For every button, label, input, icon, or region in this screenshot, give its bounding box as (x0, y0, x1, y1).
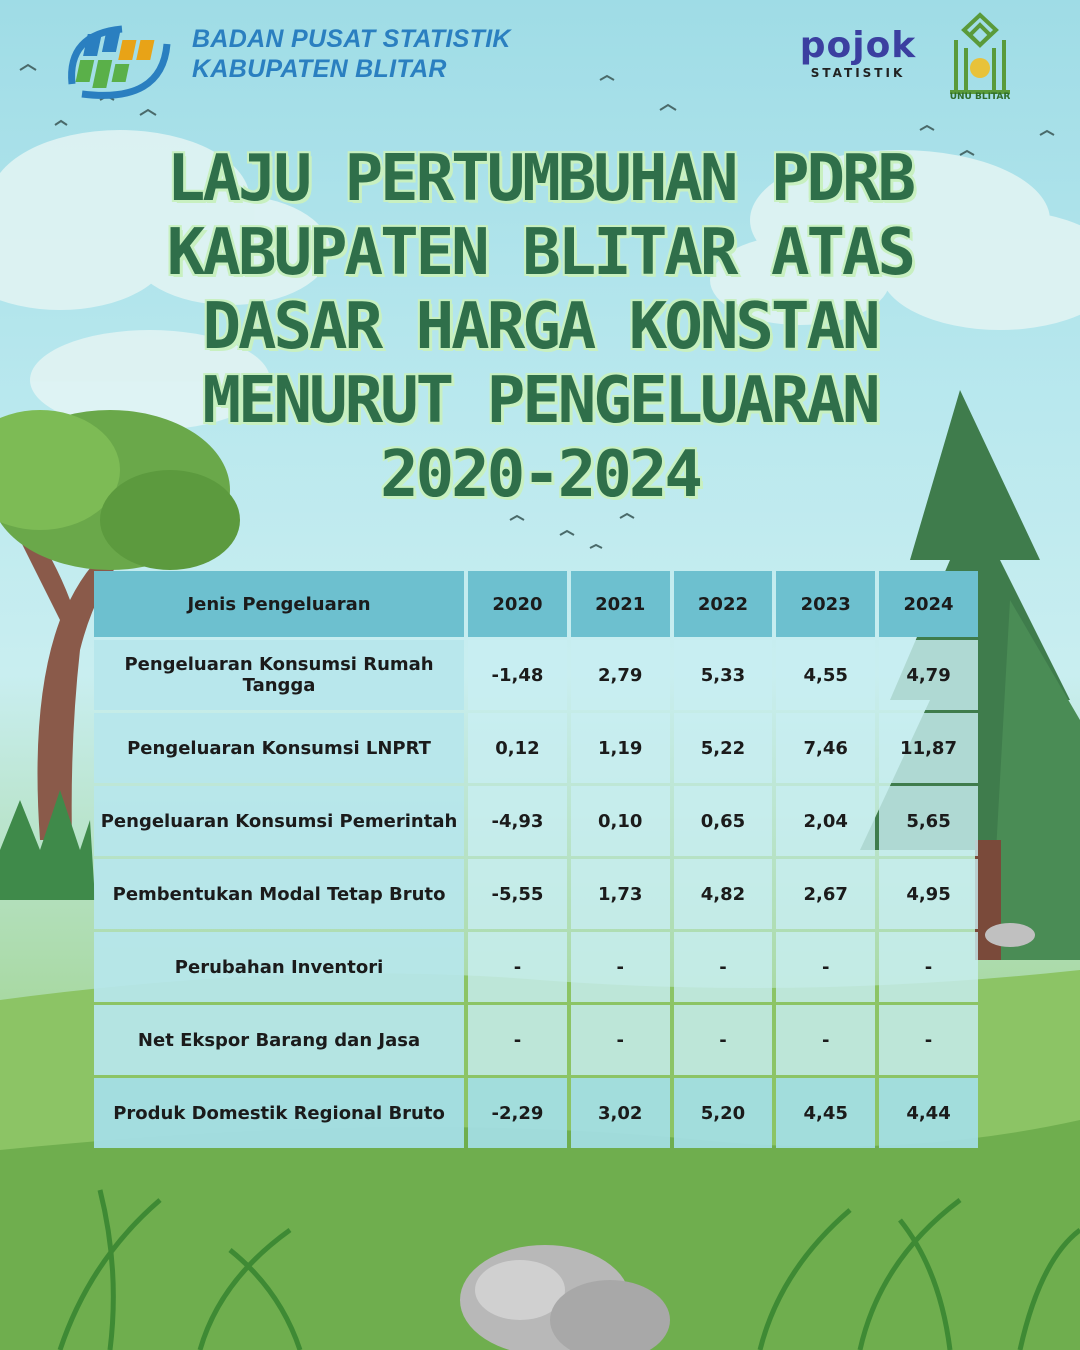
title-line2: KABUPATEN BLITAR ATAS (166, 216, 914, 290)
table-cell: - (879, 1005, 978, 1075)
pojok-logo-sub: STATISTIK (810, 66, 906, 80)
pojok-statistik-logo (792, 25, 924, 80)
table-row-total (94, 1078, 978, 1148)
pojok-logo-word: pojok (799, 25, 917, 66)
table-cell: 1,73 (571, 859, 670, 929)
table-cell: 11,87 (879, 713, 978, 783)
column-header-year: 2022 (674, 571, 773, 637)
table-row (94, 932, 978, 1002)
table-cell: - (571, 1005, 670, 1075)
title-line4: MENURUT PENGELUARAN (202, 364, 878, 438)
table-cell: 2,67 (776, 859, 875, 929)
row-label: Pengeluaran Konsumsi Pemerintah (94, 786, 464, 856)
table-cell: 5,33 (674, 640, 773, 710)
table-cell: 2,04 (776, 786, 875, 856)
table-row (94, 859, 978, 929)
table-row (94, 786, 978, 856)
row-label: Pembentukan Modal Tetap Bruto (94, 859, 464, 929)
title-line1: LAJU PERTUMBUHAN PDRB (166, 142, 914, 216)
table-cell: 4,82 (674, 859, 773, 929)
column-header-year: 2023 (776, 571, 875, 637)
column-header-year: 2021 (571, 571, 670, 637)
table-cell: 7,46 (776, 713, 875, 783)
row-label: Produk Domestik Regional Bruto (94, 1078, 464, 1148)
title-line3: DASAR HARGA KONSTAN (202, 290, 878, 364)
table-cell: 4,44 (879, 1078, 978, 1148)
row-label: Pengeluaran Konsumsi LNPRT (94, 713, 464, 783)
table-cell: 4,79 (879, 640, 978, 710)
table-cell: - (879, 932, 978, 1002)
page-title (100, 142, 980, 512)
title-line5: 2020-2024 (380, 438, 700, 512)
table-cell: - (468, 1005, 567, 1075)
table-cell: -5,55 (468, 859, 567, 929)
table-cell: 0,10 (571, 786, 670, 856)
table-cell: 4,95 (879, 859, 978, 929)
pdrb-growth-table (90, 568, 982, 1151)
table-cell: -4,93 (468, 786, 567, 856)
row-label: Net Ekspor Barang dan Jasa (94, 1005, 464, 1075)
table-cell: 1,19 (571, 713, 670, 783)
table-cell: 2,79 (571, 640, 670, 710)
column-header-year: 2020 (468, 571, 567, 637)
table-cell: 4,45 (776, 1078, 875, 1148)
table-cell: 5,22 (674, 713, 773, 783)
table-cell: 4,55 (776, 640, 875, 710)
table-header-row (94, 571, 978, 637)
table-cell: - (674, 1005, 773, 1075)
org-name-line1: BADAN PUSAT STATISTIK (192, 25, 511, 53)
table-cell: -1,48 (468, 640, 567, 710)
table-cell: 5,65 (879, 786, 978, 856)
column-header-year: 2024 (879, 571, 978, 637)
org-name-line2: KABUPATEN BLITAR (192, 55, 447, 83)
organization-name (192, 24, 511, 84)
unu-blitar-name: UNU BLITAR (949, 92, 1011, 102)
bps-logo-icon (52, 14, 177, 109)
table-row (94, 640, 978, 710)
table-cell: - (776, 932, 875, 1002)
table-cell: - (468, 932, 567, 1002)
table-cell: 0,12 (468, 713, 567, 783)
table-cell: - (776, 1005, 875, 1075)
table-cell: 5,20 (674, 1078, 773, 1148)
column-header-category: Jenis Pengeluaran (94, 571, 464, 637)
table-cell: - (674, 932, 773, 1002)
table-cell: 3,02 (571, 1078, 670, 1148)
table-row (94, 713, 978, 783)
row-label: Perubahan Inventori (94, 932, 464, 1002)
table-cell: 0,65 (674, 786, 773, 856)
table-cell: -2,29 (468, 1078, 567, 1148)
table-row (94, 1005, 978, 1075)
table-cell: - (571, 932, 670, 1002)
row-label: Pengeluaran Konsumsi Rumah Tangga (94, 640, 464, 710)
